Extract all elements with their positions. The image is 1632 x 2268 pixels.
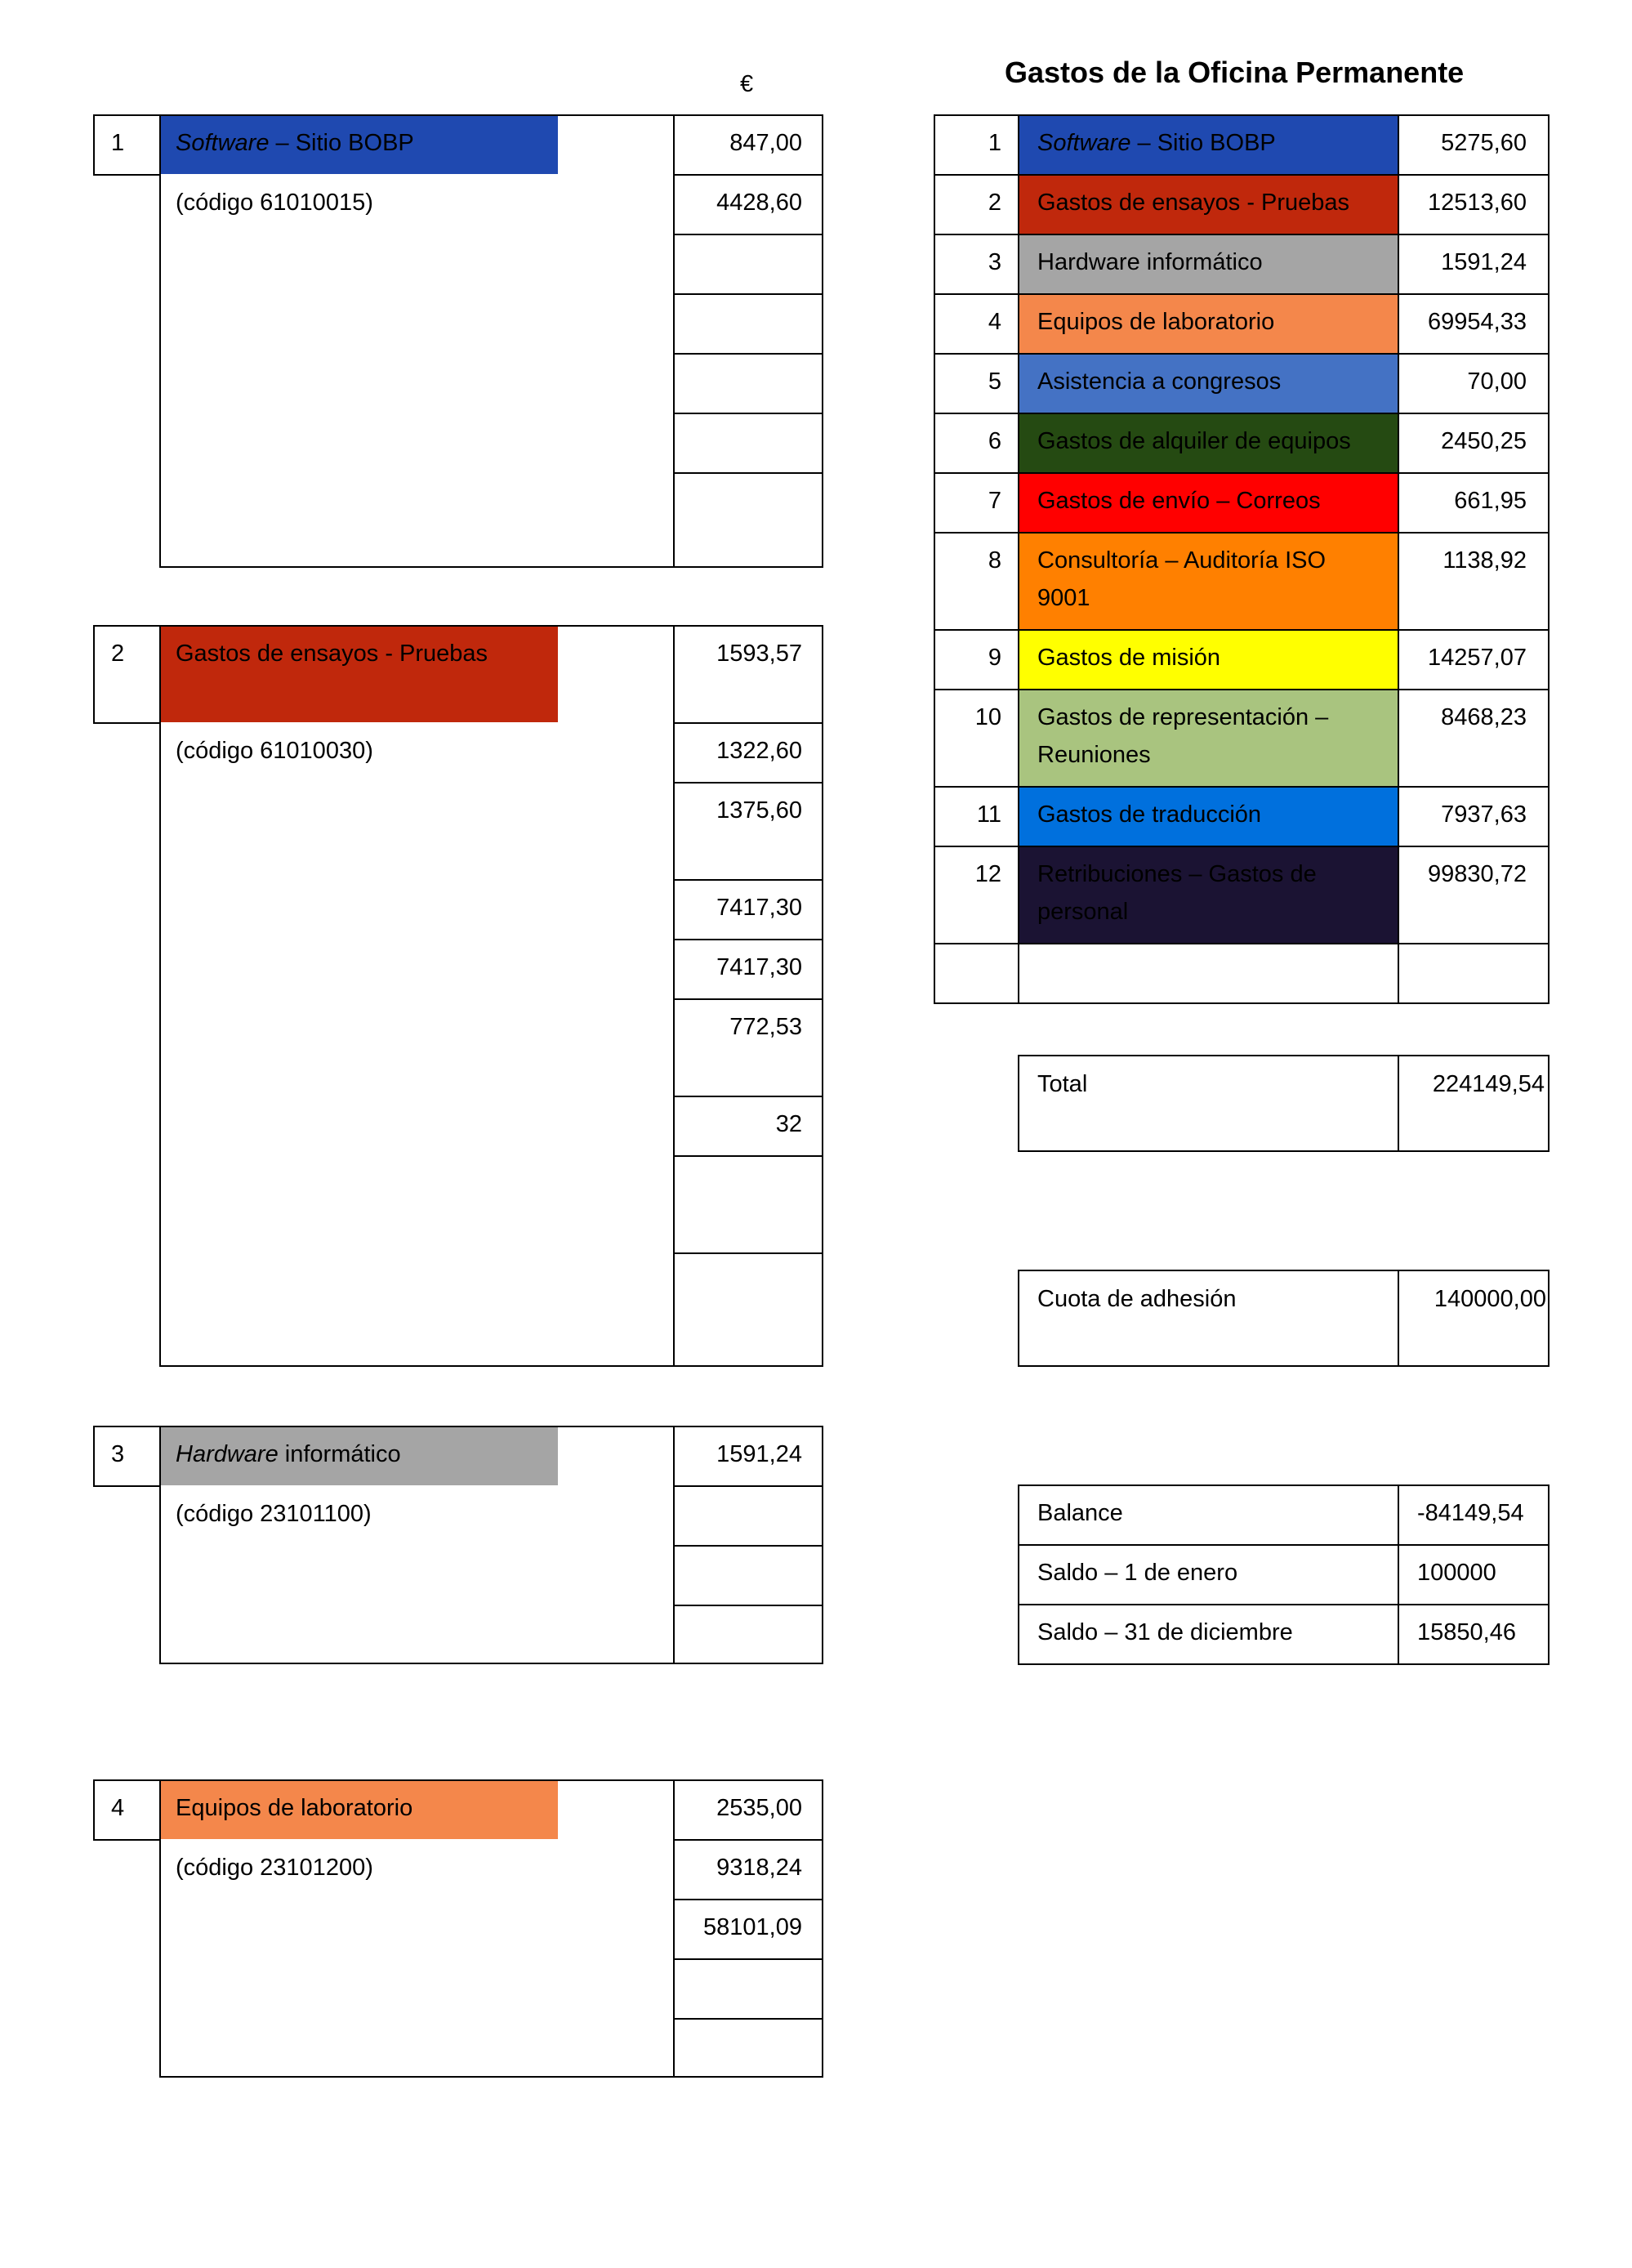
- summary-row-label-italic: Software: [1037, 130, 1131, 156]
- group-value-cell: 4428,60: [716, 190, 802, 216]
- table-border: [822, 1426, 823, 1663]
- table-border: [159, 114, 673, 116]
- summary-row-value: 5275,60: [1441, 130, 1527, 156]
- group-value-cell: 32: [775, 1111, 802, 1137]
- table-border: [673, 1605, 823, 1606]
- cuota-value: 140000,00: [1434, 1286, 1546, 1312]
- table-border: [93, 1485, 161, 1487]
- group-value-cell: 7417,30: [716, 895, 802, 921]
- table-border: [159, 1426, 673, 1427]
- summary-row-label-rest: Gastos de representación –: [1037, 704, 1329, 730]
- group-name-rest: informático: [278, 1441, 401, 1467]
- total-label: Total: [1037, 1071, 1088, 1097]
- table-border: [673, 1485, 823, 1487]
- table-border: [673, 998, 823, 1000]
- table-border: [673, 353, 823, 355]
- group-name: [176, 635, 488, 672]
- summary-row-label-rest: Asistencia a congresos: [1037, 368, 1282, 395]
- table-border: [159, 1365, 823, 1367]
- summary-row-value: 8468,23: [1441, 704, 1527, 730]
- summary-row-number: 2: [988, 190, 1001, 216]
- table-border: [673, 114, 823, 116]
- group-number: 2: [111, 641, 125, 667]
- summary-row-label: [1037, 422, 1351, 460]
- group-name-rest: Gastos de ensayos - Pruebas: [176, 641, 488, 667]
- total-value: 224149,54: [1432, 1071, 1545, 1097]
- summary-row-label-line2: 9001: [1037, 585, 1090, 611]
- group-value-cell: 1375,60: [716, 797, 802, 824]
- summary-row-label-rest: Retribuciones – Gastos de: [1037, 861, 1317, 887]
- group-number: 1: [111, 130, 125, 156]
- summary-row-label-rest: – Sitio BOBP: [1130, 130, 1276, 156]
- table-border: [822, 114, 823, 566]
- group-value-cell: 9318,24: [716, 1855, 802, 1881]
- table-border: [673, 1779, 823, 1781]
- group-value-cell: 1322,60: [716, 738, 802, 764]
- summary-row-number: 5: [988, 368, 1001, 395]
- summary-row-value: 1138,92: [1442, 547, 1527, 574]
- summary-row-label: [1037, 184, 1349, 221]
- table-border: [93, 625, 159, 627]
- summary-row-number: 1: [988, 130, 1001, 156]
- table-border: [673, 234, 823, 235]
- table-border: [673, 1096, 823, 1097]
- table-border: [673, 293, 823, 295]
- table-border: [159, 1426, 161, 1664]
- table-border: [93, 174, 161, 176]
- table-border: [159, 566, 823, 568]
- group-value-cell: 1591,24: [716, 1441, 802, 1467]
- summary-row-number: 4: [988, 309, 1001, 335]
- table-border: [673, 1779, 675, 2076]
- table-border: [93, 1839, 161, 1841]
- group-value-cell: 1593,57: [716, 641, 802, 667]
- summary-row-label: [1037, 124, 1276, 162]
- group-value-cell: 58101,09: [703, 1914, 802, 1940]
- table-border: [93, 1779, 159, 1781]
- table-border: [822, 1779, 823, 2076]
- group-name: [176, 1789, 412, 1827]
- summary-row-label-rest: Gastos de alquiler de equipos: [1037, 428, 1351, 454]
- summary-row-label-rest: Equipos de laboratorio: [1037, 309, 1275, 335]
- group-name: [176, 124, 414, 162]
- summary-row-value: 12513,60: [1428, 190, 1527, 216]
- table-border: [934, 1002, 1550, 1004]
- group-name-rest: Equipos de laboratorio: [176, 1795, 413, 1821]
- table-border: [673, 939, 823, 940]
- table-border: [159, 114, 161, 568]
- table-border: [93, 625, 95, 724]
- summary-row-label: [1037, 303, 1274, 341]
- summary-row-label-line2: personal: [1037, 899, 1129, 925]
- table-border: [93, 1779, 95, 1841]
- table-border: [673, 413, 823, 414]
- summary-row-value: 661,95: [1454, 488, 1527, 514]
- table-border: [159, 1663, 823, 1664]
- table-border: [673, 1155, 823, 1157]
- summary-row-value: 14257,07: [1428, 645, 1527, 671]
- table-border: [159, 1779, 673, 1781]
- table-border: [673, 1426, 823, 1427]
- table-border: [673, 1899, 823, 1900]
- summary-row-number: 9: [988, 645, 1001, 671]
- summary-row-label: [1037, 639, 1220, 676]
- currency-symbol: €: [740, 71, 754, 97]
- page-title: Gastos de la Oficina Permanente: [1005, 56, 1465, 89]
- group-name: [176, 1435, 401, 1473]
- table-border: [673, 625, 675, 1365]
- summary-row-label: [1037, 243, 1263, 281]
- summary-row-value: 2450,25: [1441, 428, 1527, 454]
- group-code: (código 61010030): [176, 738, 373, 764]
- table-border: [1018, 1663, 1550, 1665]
- table-border: [1548, 1484, 1550, 1665]
- summary-row-value: 99830,72: [1428, 861, 1527, 887]
- table-border: [93, 114, 159, 116]
- balance-value: -84149,54: [1417, 1500, 1524, 1526]
- summary-row-value: 70,00: [1467, 368, 1527, 395]
- summary-row-number: 10: [974, 704, 1001, 730]
- summary-row-number: 3: [988, 249, 1001, 275]
- table-border: [673, 1426, 675, 1663]
- table-border: [673, 1958, 823, 1960]
- summary-row-label-rest: Consultoría – Auditoría ISO: [1037, 547, 1327, 574]
- summary-row-label-rest: Gastos de envío – Correos: [1037, 488, 1321, 514]
- table-border: [673, 174, 823, 176]
- table-border: [93, 1426, 95, 1487]
- balance-label: Saldo – 31 de diciembre: [1037, 1619, 1293, 1645]
- table-border: [673, 625, 823, 627]
- summary-row-label: [1037, 855, 1317, 893]
- summary-row-label: [1037, 542, 1326, 579]
- table-border: [673, 782, 823, 784]
- table-border: [159, 625, 673, 627]
- group-value-cell: 7417,30: [716, 954, 802, 980]
- balance-value: 15850,46: [1417, 1619, 1516, 1645]
- summary-row-label-rest: Hardware informático: [1037, 249, 1263, 275]
- table-border: [1548, 114, 1550, 1004]
- summary-row-value: 1591,24: [1441, 249, 1527, 275]
- summary-row-number: 11: [976, 801, 1001, 828]
- group-value-cell: 2535,00: [716, 1795, 802, 1821]
- table-border: [673, 722, 823, 724]
- summary-row-number: 12: [974, 861, 1001, 887]
- summary-row-label-rest: Gastos de traducción: [1037, 801, 1262, 828]
- summary-row-value: 69954,33: [1428, 309, 1527, 335]
- table-border: [934, 943, 1550, 944]
- table-border: [1398, 1484, 1399, 1665]
- balance-value: 100000: [1417, 1560, 1496, 1586]
- summary-row-number: 6: [988, 428, 1001, 454]
- summary-row-number: 8: [988, 547, 1001, 574]
- group-value-cell: 772,53: [729, 1014, 802, 1040]
- summary-row-value: 7937,63: [1441, 801, 1527, 828]
- table-border: [673, 879, 823, 881]
- table-border: [822, 625, 823, 1365]
- balance-label: Saldo – 1 de enero: [1037, 1560, 1238, 1586]
- table-border: [1018, 1484, 1019, 1665]
- table-border: [93, 1426, 159, 1427]
- summary-row-number: 7: [988, 488, 1001, 514]
- summary-row-label: [1037, 482, 1321, 520]
- table-border: [673, 2018, 823, 2020]
- balance-label: Balance: [1037, 1500, 1123, 1526]
- group-number: 4: [111, 1795, 125, 1821]
- summary-row-label-rest: Gastos de misión: [1037, 645, 1221, 671]
- table-border: [673, 1839, 823, 1841]
- summary-row-label: [1037, 363, 1281, 400]
- table-border: [673, 114, 675, 566]
- table-border: [93, 114, 95, 176]
- summary-row-label: [1037, 796, 1261, 833]
- table-border: [159, 2076, 823, 2078]
- table-border: [159, 625, 161, 1367]
- table-border: [1018, 1484, 1550, 1486]
- group-name-italic: Hardware: [176, 1441, 279, 1467]
- summary-row-label-line2: Reuniones: [1037, 742, 1151, 768]
- summary-row-label: [1037, 699, 1328, 736]
- cuota-label: Cuota de adhesión: [1037, 1286, 1237, 1312]
- group-number: 3: [111, 1441, 125, 1467]
- group-code: (código 23101200): [176, 1855, 373, 1881]
- group-name-rest: – Sitio BOBP: [269, 130, 414, 156]
- summary-row-label-rest: Gastos de ensayos - Pruebas: [1037, 190, 1350, 216]
- table-border: [673, 1545, 823, 1547]
- group-code: (código 23101100): [176, 1501, 372, 1527]
- table-border: [1018, 1604, 1550, 1605]
- group-code: (código 61010015): [176, 190, 373, 216]
- group-name-italic: Software: [176, 130, 270, 156]
- table-border: [159, 1779, 161, 2078]
- table-border: [673, 1252, 823, 1254]
- table-border: [93, 722, 161, 724]
- table-border: [673, 472, 823, 474]
- table-border: [1018, 1544, 1550, 1546]
- group-value-cell: 847,00: [729, 130, 802, 156]
